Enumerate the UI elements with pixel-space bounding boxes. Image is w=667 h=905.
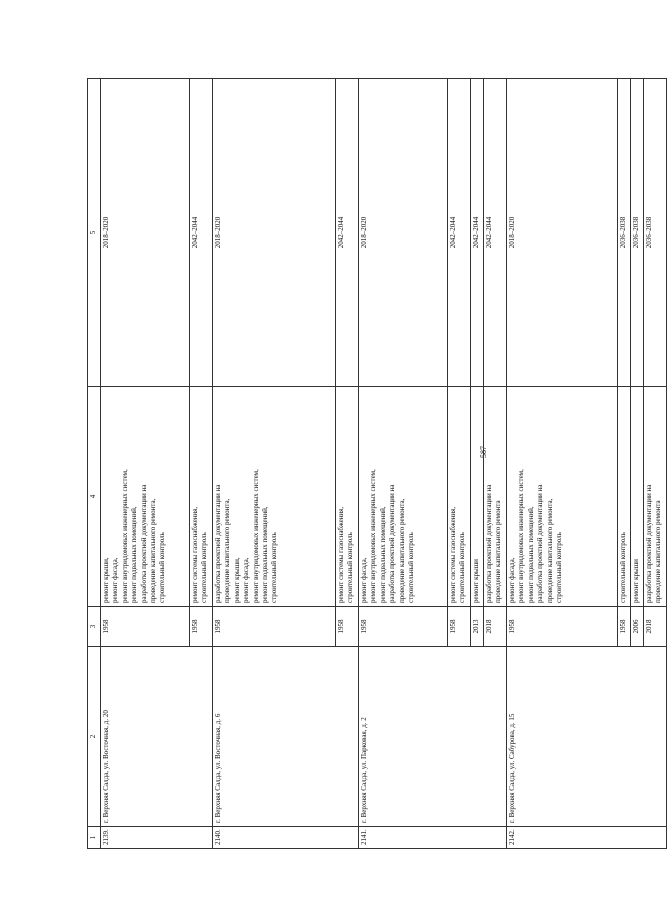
work-item: ремонт крыши: [472, 559, 480, 603]
work-item: проведение капитального ремонта: [494, 500, 503, 603]
work-item: ремонт внутридомовых инженерных систем,: [369, 469, 378, 603]
work-item: проведение капитального ремонта,: [223, 498, 232, 603]
period-cell: 2018–2020: [359, 79, 448, 387]
works-cell: [213, 387, 336, 607]
works-cell: [618, 387, 631, 607]
table-row: [507, 79, 618, 849]
work-item: ремонт фасада,: [508, 557, 516, 603]
work-item: ремонт фасада,: [242, 557, 251, 603]
column-header: 1: [88, 827, 101, 849]
period-cell: 2018–2020: [507, 79, 618, 387]
year-cell: 2018: [484, 607, 507, 647]
table-row: [359, 79, 448, 849]
period-cell: 2036–2038: [631, 79, 644, 387]
column-header: 5: [88, 79, 101, 387]
work-item: проведение капитального ремонта,: [397, 498, 406, 603]
address-cell: г. Верхняя Салда, ул. Восточная, д. 6: [213, 647, 359, 827]
works-cell: [507, 387, 618, 607]
row-number: 2141.: [359, 827, 507, 849]
period-cell: 2042–2044: [190, 79, 213, 387]
work-item: ремонт подвальных помещений,: [261, 506, 270, 603]
works-cell: [336, 387, 359, 607]
work-item: разработка проектной документации на: [645, 484, 653, 603]
works-cell: [631, 387, 644, 607]
year-cell: 1958: [101, 607, 190, 647]
works-cell: [359, 387, 448, 607]
address-cell: г. Верхняя Салда, ул. Парковая, д. 2: [359, 647, 507, 827]
work-item: строительный контроль: [619, 532, 627, 603]
works-cell: [644, 387, 667, 607]
row-number: 2142.: [507, 827, 667, 849]
row-number: 2140.: [213, 827, 359, 849]
work-item: ремонт внутридомовых инженерных систем,: [517, 469, 526, 603]
table-row: [101, 79, 190, 849]
year-cell: 1958: [448, 607, 471, 647]
column-header: 2: [88, 647, 101, 827]
works-cell: [190, 387, 213, 607]
header-row: [88, 79, 101, 849]
work-item: проведение капитального ремонта: [654, 500, 663, 603]
work-item: ремонт фасада,: [360, 557, 368, 603]
rotated-table-frame: [87, 79, 663, 849]
period-cell: 2042–2044: [484, 79, 507, 387]
row-number: 2139.: [101, 827, 213, 849]
period-cell: 2042–2044: [471, 79, 484, 387]
repair-schedule-table: [87, 78, 667, 849]
work-item: строительный контроль: [270, 532, 279, 603]
work-item: разработка проектной документации на: [139, 484, 148, 603]
work-item: ремонт фасада,: [111, 557, 120, 603]
year-cell: 1958: [190, 607, 213, 647]
year-cell: 1958: [618, 607, 631, 647]
works-cell: [101, 387, 190, 607]
works-cell: [448, 387, 471, 607]
column-header: 4: [88, 387, 101, 607]
work-item: строительный контроль: [458, 532, 467, 603]
work-item: ремонт подвальных помещений,: [378, 506, 387, 603]
work-item: строительный контроль: [407, 532, 416, 603]
column-header: 3: [88, 607, 101, 647]
works-cell: [471, 387, 484, 607]
year-cell: 1958: [507, 607, 618, 647]
work-item: разработка проектной документации на: [388, 484, 397, 603]
address-cell: г. Верхняя Салда, ул. Сабурова, д. 15: [507, 647, 667, 827]
table-canvas: [87, 79, 663, 849]
work-item: ремонт внутридомовых инженерных систем,: [120, 469, 129, 603]
period-cell: 2018–2020: [213, 79, 336, 387]
work-item: строительный контроль: [555, 532, 564, 603]
work-item: ремонт внутридомовых инженерных систем,: [251, 469, 260, 603]
work-item: ремонт системы газоснабжения,: [337, 506, 345, 603]
work-item: ремонт подвальных помещений,: [130, 506, 139, 603]
page-number: 587: [479, 446, 488, 458]
period-cell: 2018–2020: [101, 79, 190, 387]
address-cell: г. Верхняя Салда, ул. Восточная, д. 20: [101, 647, 213, 827]
work-item: разработка проектной документации на: [214, 484, 222, 603]
work-item: ремонт системы газоснабжения,: [449, 506, 457, 603]
work-item: строительный контроль: [346, 532, 355, 603]
year-cell: 1958: [336, 607, 359, 647]
period-cell: 2042–2044: [448, 79, 471, 387]
year-cell: 2006: [631, 607, 644, 647]
work-item: строительный контроль: [158, 532, 167, 603]
table-body: [101, 79, 667, 849]
year-cell: 2013: [471, 607, 484, 647]
work-item: разработка проектной документации на: [536, 484, 545, 603]
work-item: ремонт крыши,: [232, 557, 241, 603]
work-item: строительный контроль: [200, 532, 209, 603]
year-cell: 2018: [644, 607, 667, 647]
period-cell: 2036–2038: [644, 79, 667, 387]
work-item: ремонт крыши: [632, 559, 640, 603]
work-item: проведение капитального ремонта,: [545, 498, 554, 603]
works-cell: [484, 387, 507, 607]
period-cell: 2042–2044: [336, 79, 359, 387]
work-item: ремонт системы газоснабжения,: [191, 506, 199, 603]
work-item: ремонт крыши,: [102, 557, 110, 603]
table-row: [213, 79, 336, 849]
year-cell: 1958: [213, 607, 336, 647]
period-cell: 2036–2038: [618, 79, 631, 387]
work-item: разработка проектной документации на: [485, 484, 493, 603]
work-item: проведение капитального ремонта,: [149, 498, 158, 603]
year-cell: 1958: [359, 607, 448, 647]
work-item: ремонт подвальных помещений,: [526, 506, 535, 603]
